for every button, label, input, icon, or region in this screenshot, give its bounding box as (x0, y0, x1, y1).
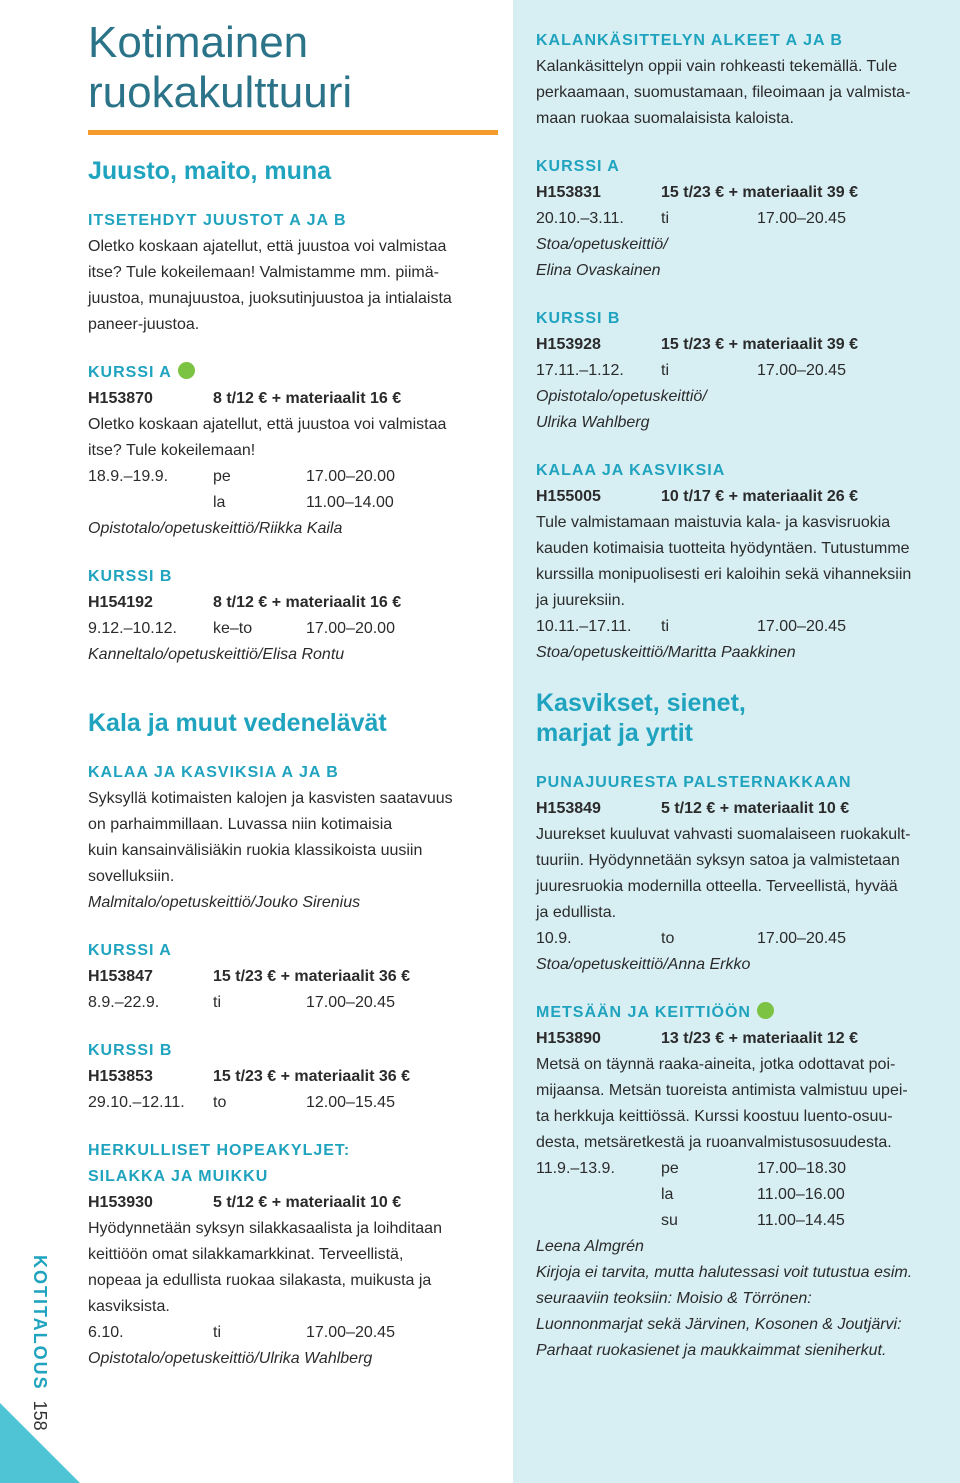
desc-line: ja edullista. (536, 904, 617, 921)
sched-date (536, 1208, 661, 1234)
course-price: 13 t/23 € + materiaalit 12 € (661, 1030, 859, 1047)
sched-date: 18.9.–19.9. (88, 468, 169, 485)
sched-time: 12.00–15.45 (306, 1094, 395, 1111)
schedule-row (88, 616, 503, 642)
course-code: H153870 (88, 390, 153, 407)
intro-line: perkaamaan, suomustamaan, fileoimaan ja valmista- (536, 84, 911, 101)
course-heading: HERKULLISET HOPEAKYLJET: (88, 1142, 351, 1159)
course-fish-a (88, 938, 503, 1016)
desc-line: keittiöön omat silakkamarkkinat. Terveellistä, (88, 1246, 404, 1263)
green-dot-icon (757, 1002, 774, 1019)
course-kalankasittely-a (536, 154, 946, 284)
course-code-row (536, 796, 946, 822)
sched-day: pe (213, 468, 231, 485)
course-code: H153853 (88, 1068, 153, 1085)
course-teacher: Leena Almgrén (536, 1238, 644, 1255)
sched-date: 10.11.–17.11. (536, 618, 632, 635)
sched-time: 17.00–20.00 (306, 468, 395, 485)
page-title-line2: ruokakulttuuri (88, 68, 353, 117)
course-location: Malmitalo/opetuskeittiö/Jouko Sirenius (88, 894, 361, 911)
intro-line: itse? Tule kokeilemaan! Valmistamme mm. piimä- (88, 264, 439, 281)
course-price: 15 t/23 € + materiaalit 39 € (661, 184, 859, 201)
sched-time: 17.00–20.45 (306, 1324, 395, 1341)
sched-date: 9.12.–10.12. (88, 620, 177, 637)
course-price: 8 t/12 € + materiaalit 16 € (213, 594, 402, 611)
desc-line: kurssilla monipuolisesti eri kaloihin sekä vihanneksiin (536, 566, 912, 583)
sched-date (88, 490, 213, 516)
desc-line: kauden kotimaisia tuotteita hyödyntäen. Tutustumme (536, 540, 910, 557)
course-code: H155005 (536, 488, 601, 505)
sched-time: 11.00–14.00 (306, 494, 394, 511)
sched-date: 11.9.–13.9. (536, 1160, 615, 1177)
course-heading: SILAKKA JA MUIKKU (88, 1168, 269, 1185)
desc-line: ja juureksiin. (536, 592, 625, 609)
course-kalaa-kasviksia (536, 458, 946, 666)
desc-line: Hyödynnetään syksyn silakkasaalista ja loihditaan (88, 1220, 442, 1237)
schedule-row (536, 1182, 946, 1208)
section-heading-line: marjat ja yrtit (536, 719, 694, 747)
section-heading-vegetables (536, 688, 946, 748)
desc-line: Oletko koskaan ajatellut, että juustoa voi valmistaa (88, 416, 447, 433)
course-price: 10 t/17 € + materiaalit 26 € (661, 488, 859, 505)
schedule-row (88, 1090, 503, 1116)
intro-line: sovelluksiin. (88, 868, 175, 885)
course-code: H153847 (88, 968, 153, 985)
course-heading: ITSETEHDYT JUUSTOT A JA B (88, 212, 347, 229)
sched-date: 29.10.–12.11. (88, 1094, 185, 1111)
course-cheese-a (88, 360, 503, 542)
sched-day: la (213, 494, 226, 511)
sched-time: 17.00–20.45 (757, 362, 846, 379)
desc-line: ta herkkuja keittiössä. Kurssi koostuu luento-osuu- (536, 1108, 893, 1125)
sched-date: 20.10.–3.11. (536, 210, 624, 227)
schedule-row (536, 1208, 946, 1234)
course-code: H153849 (536, 800, 601, 817)
intro-line: on parhaimmillaan. Luvassa niin kotimaisia (88, 816, 393, 833)
desc-line: juuresruokia modernilla otteella. Terveellistä, hyvää (536, 878, 898, 895)
intro-line: paneer-juustoa. (88, 316, 200, 333)
course-code-row (88, 590, 503, 616)
kurssi-label: KURSSI A (536, 158, 620, 175)
kurssi-label: KURSSI B (88, 568, 173, 585)
course-location: Stoa/opetuskeittiö/Maritta Paakkinen (536, 644, 796, 661)
course-label (88, 360, 503, 386)
intro-line: kuin kansainvälisiäkin ruokia klassikoista uusiin (88, 842, 423, 859)
course-metsa (536, 1000, 946, 1364)
course-heading: KALAA JA KASVIKSIA (536, 462, 726, 479)
course-location: Kanneltalo/opetuskeittiö/Elisa Rontu (88, 646, 345, 663)
note-line: Parhaat ruokasienet ja maukkaimmat sieniherkut. (536, 1342, 887, 1359)
sched-time: 17.00–20.45 (757, 618, 846, 635)
course-code-row (88, 386, 503, 412)
desc-line: Metsä on täynnä raaka-aineita, jotka odottavat poi- (536, 1056, 896, 1073)
course-price: 8 t/12 € + materiaalit 16 € (213, 390, 402, 407)
course-location: Stoa/opetuskeittiö/ (536, 236, 668, 253)
desc-line: kasviksista. (88, 1298, 170, 1315)
sched-time: 17.00–20.45 (757, 930, 846, 947)
course-code: H153890 (536, 1030, 601, 1047)
green-dot-icon (178, 362, 195, 379)
course-code-row (536, 1026, 946, 1052)
sched-date: 10.9. (536, 930, 572, 947)
course-punajuuri (536, 770, 946, 978)
intro-line: juustoa, munajuustoa, juoksutinjuustoa ja intialaista (88, 290, 452, 307)
intro-line: Oletko koskaan ajatellut, että juustoa voi valmistaa (88, 238, 447, 255)
course-price: 15 t/23 € + materiaalit 36 € (213, 1068, 411, 1085)
note-line: Luonnonmarjat sekä Järvinen, Kosonen & Joutjärvi: (536, 1316, 902, 1333)
page-title-line1: Kotimainen (88, 18, 309, 67)
course-heading: KALANKÄSITTELYN ALKEET A JA B (536, 32, 843, 49)
course-cheese-b (88, 564, 503, 668)
course-teacher: Elina Ovaskainen (536, 262, 661, 279)
sched-time: 17.00–20.00 (306, 620, 395, 637)
course-price: 5 t/12 € + materiaalit 10 € (213, 1194, 402, 1211)
course-code-row (536, 332, 946, 358)
course-code-row (536, 180, 946, 206)
schedule-row (536, 614, 946, 640)
schedule-row (88, 464, 503, 490)
section-heading-cheese: Juusto, maito, muna (88, 157, 332, 185)
sched-time: 11.00–14.45 (757, 1212, 845, 1229)
sched-day: ti (213, 1324, 221, 1341)
sched-day: ti (661, 362, 669, 379)
schedule-row (536, 926, 946, 952)
course-heading: KALAA JA KASVIKSIA A JA B (88, 764, 339, 781)
course-kalankasittely (536, 28, 946, 132)
schedule-row (536, 1156, 946, 1182)
course-price: 5 t/12 € + materiaalit 10 € (661, 800, 850, 817)
desc-line: Tule valmistamaan maistuvia kala- ja kasvisruokia (536, 514, 891, 531)
intro-line: Kalankäsittelyn oppii vain rohkeasti tekemällä. Tule (536, 58, 898, 75)
desc-line: desta, metsäretkestä ja ruoanvalmistusosuudesta. (536, 1134, 892, 1151)
course-kalankasittely-b (536, 306, 946, 436)
desc-line: tuuriin. Hyödynnetään syksyn satoa ja valmistetaan (536, 852, 900, 869)
page-number: 158 (30, 1400, 50, 1431)
desc-line: itse? Tule kokeilemaan! (88, 442, 256, 459)
kurssi-label: KURSSI B (536, 310, 621, 327)
kurssi-label: KURSSI A (88, 942, 172, 959)
course-fish-veg (88, 760, 503, 916)
sched-date: 6.10. (88, 1324, 124, 1341)
sched-day: su (661, 1212, 678, 1229)
side-category: KOTITALOUS (30, 1255, 50, 1391)
course-price: 15 t/23 € + materiaalit 39 € (661, 336, 859, 353)
course-location: Opistotalo/opetuskeittiö/Ulrika Wahlberg (88, 1350, 373, 1367)
course-heading: PUNAJUURESTA PALSTERNAKKAAN (536, 774, 852, 791)
course-code-row (536, 484, 946, 510)
course-teacher: Ulrika Wahlberg (536, 414, 650, 431)
section-heading-fish: Kala ja muut vedenelävät (88, 709, 387, 737)
course-location: Opistotalo/opetuskeittiö/Riikka Kaila (88, 520, 343, 537)
sched-day: to (213, 1094, 227, 1111)
course-code: H153928 (536, 336, 601, 353)
sched-day: ti (661, 210, 669, 227)
course-location: Stoa/opetuskeittiö/Anna Erkko (536, 956, 751, 973)
desc-line: Juurekset kuuluvat vahvasti suomalaiseen ruokakult- (536, 826, 911, 843)
intro-line: Syksyllä kotimaisten kalojen ja kasvisten saatavuus (88, 790, 453, 807)
sched-time: 17.00–18.30 (757, 1160, 846, 1177)
course-code-row (88, 964, 503, 990)
schedule-row (536, 206, 946, 232)
section-heading-line: Kasvikset, sienet, (536, 689, 746, 717)
right-column (536, 28, 946, 1386)
sched-day: la (661, 1186, 674, 1203)
course-code: H154192 (88, 594, 153, 611)
page-title (88, 18, 498, 118)
course-price: 15 t/23 € + materiaalit 36 € (213, 968, 411, 985)
course-code-row (88, 1064, 503, 1090)
desc-line: mijaansa. Metsän tuoreista antimista valmistuu upei- (536, 1082, 908, 1099)
sched-day: pe (661, 1160, 679, 1177)
schedule-row (536, 358, 946, 384)
course-heading-row (536, 1000, 946, 1026)
sched-date (536, 1182, 661, 1208)
course-location: Opistotalo/opetuskeittiö/ (536, 388, 707, 405)
sched-day: ke–to (213, 620, 253, 637)
sched-day: to (661, 930, 675, 947)
sched-time: 11.00–16.00 (757, 1186, 845, 1203)
schedule-row (88, 990, 503, 1016)
sched-time: 17.00–20.45 (757, 210, 846, 227)
course-code-row (88, 1190, 503, 1216)
left-column (88, 156, 503, 1394)
course-code: H153831 (536, 184, 601, 201)
schedule-row (88, 1320, 503, 1346)
course-cheese (88, 208, 503, 338)
desc-line: nopeaa ja edullista ruokaa silakasta, muikusta ja (88, 1272, 432, 1289)
note-line: Kirjoja ei tarvita, mutta halutessasi voit tutustua esim. (536, 1264, 913, 1281)
sched-day: ti (661, 618, 669, 635)
course-fish-b (88, 1038, 503, 1116)
schedule-row (88, 490, 503, 516)
sched-date: 8.9.–22.9. (88, 994, 160, 1011)
course-code: H153930 (88, 1194, 153, 1211)
course-heading: METSÄÄN JA KEITTIÖÖN (536, 1004, 751, 1021)
sched-time: 17.00–20.45 (306, 994, 395, 1011)
intro-line: maan ruokaa suomalaisista kaloista. (536, 110, 794, 127)
sched-date: 17.11.–1.12. (536, 362, 624, 379)
kurssi-label: KURSSI B (88, 1042, 173, 1059)
course-herkulliset (88, 1138, 503, 1372)
note-line: seuraaviin teoksiin: Moisio & Törrönen: (536, 1290, 812, 1307)
sched-day: ti (213, 994, 221, 1011)
title-rule (88, 130, 498, 135)
kurssi-label: KURSSI A (88, 364, 172, 381)
